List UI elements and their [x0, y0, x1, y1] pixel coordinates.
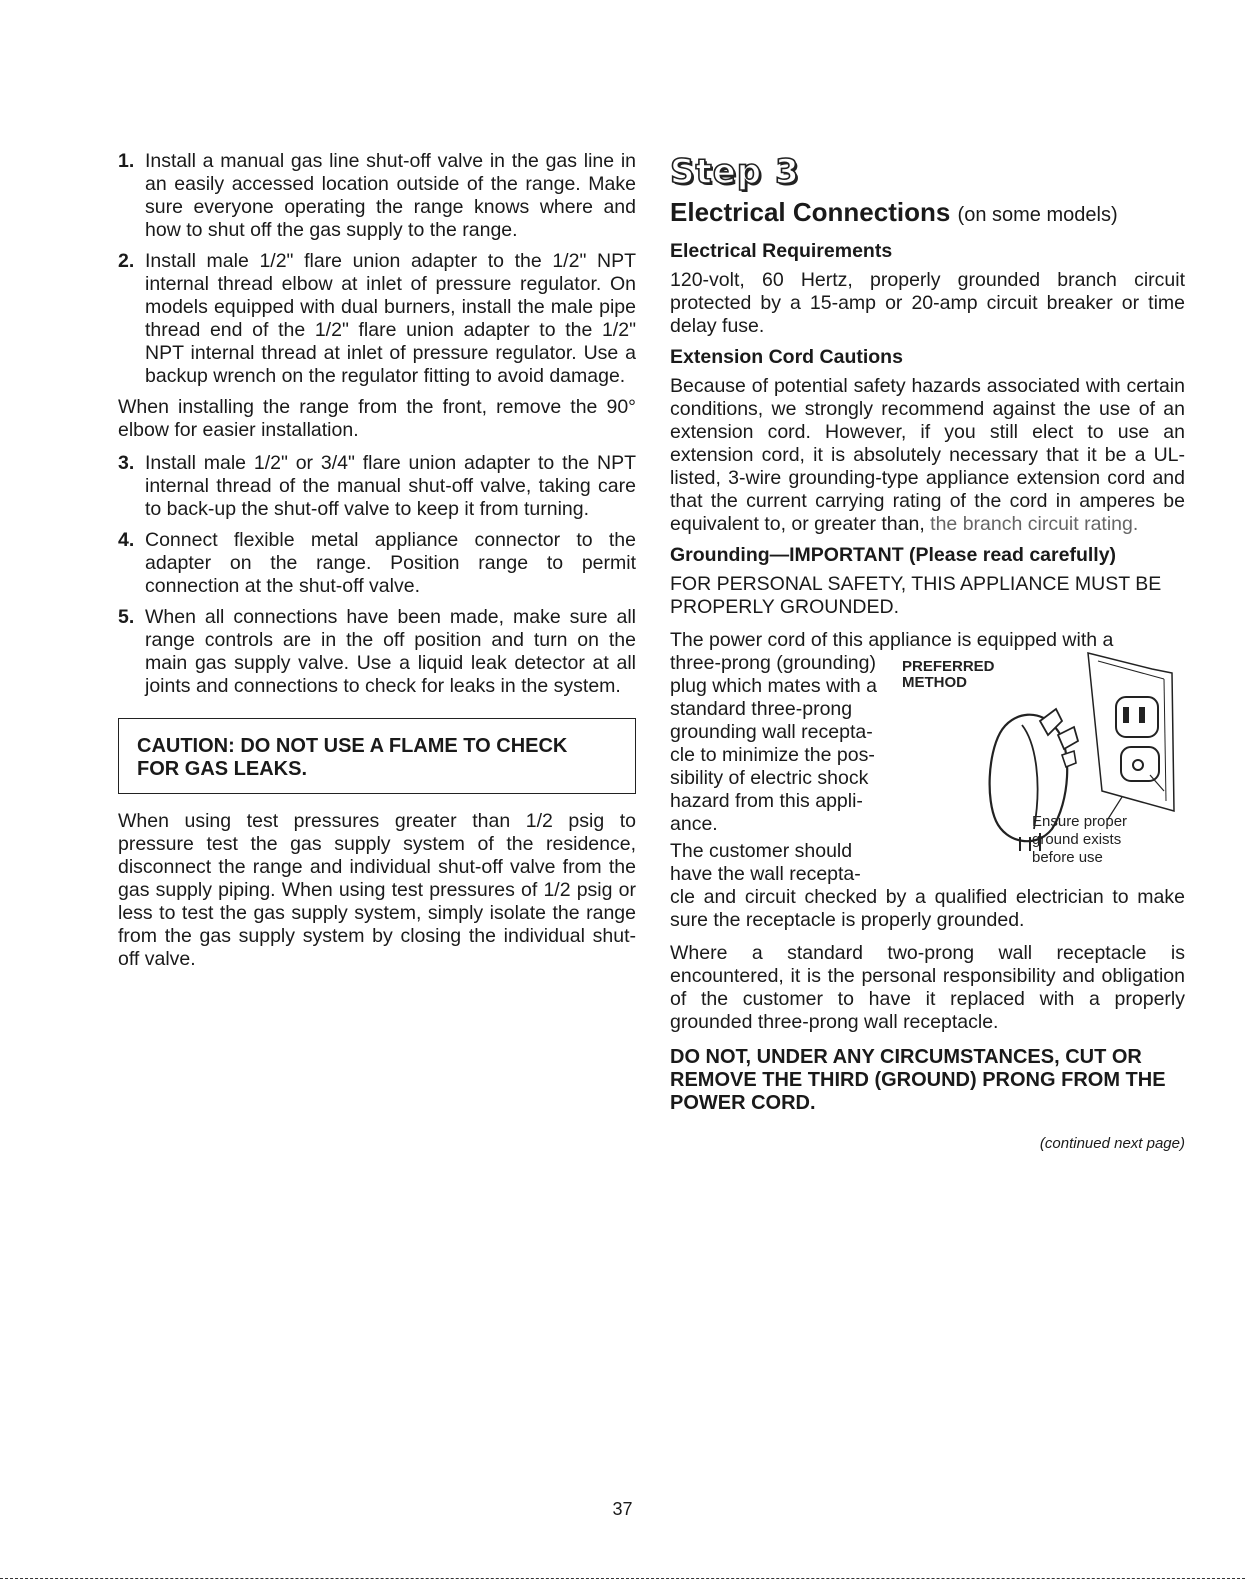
text-line: plug which mates with a	[670, 675, 878, 697]
extension-cord-text	[670, 375, 1185, 536]
text-line: have the wall recepta-	[670, 863, 861, 885]
electrical-requirements-text: 120-volt, 60 Hertz, properly grounded branch circuit protected by a 15-amp or 20-amp circuit breaker or time delay fuse.	[670, 269, 1185, 337]
text-line: The customer should	[670, 840, 853, 862]
list-item	[118, 529, 636, 598]
extension-cord-text-main: Because of potential safety hazards associated with certain conditions, we strongly recommend against the use of an extension cord. However, if you still elect to use an extension cord, it is absolutely necessary that it be a UL-listed, 3-wire grounding-type appliance extension cord and that the current carrying rating of the cord in amperes be equivalent to, or greater than,	[670, 375, 1185, 535]
bottom-divider	[0, 1578, 1245, 1579]
grounding-heading: Grounding—IMPORTANT (Please read carefully)	[670, 544, 1117, 566]
figure-caption-line: before use	[1032, 849, 1103, 866]
install-steps-a	[118, 150, 636, 388]
figure-caption	[1032, 813, 1182, 867]
step-text: Install a manual gas line shut-off valve in the gas line in an easily accessed location outside of the range. Make sure everyone operating the range knows where and how to shut off the gas supply to the range.	[145, 150, 636, 241]
step-title: Step 3	[670, 152, 800, 192]
step-number: 5.	[118, 606, 135, 628]
two-prong-text: Where a standard two-prong wall receptacle is encountered, it is the personal responsibility and obligation of the customer to have it replaced with a properly grounded three-prong wall receptacle.	[670, 942, 1185, 1033]
extension-cord-heading: Extension Cord Cautions	[670, 346, 903, 368]
text-line: hazard from this appli-	[670, 790, 863, 812]
grounding-figure-block	[670, 629, 1185, 932]
right-column	[670, 150, 1185, 1152]
figure-caption-line: ground exists	[1032, 831, 1122, 848]
ground-prong-warning: DO NOT, UNDER ANY CIRCUMSTANCES, CUT OR REMOVE THE THIRD (GROUND) PRONG FROM THE POWER CORD.	[670, 1046, 1166, 1114]
list-item	[118, 150, 636, 242]
extension-cord-text-end: the branch circuit rating.	[930, 513, 1139, 535]
step-number: 3.	[118, 452, 135, 474]
electrical-requirements-heading: Electrical Requirements	[670, 240, 893, 262]
list-item	[118, 452, 636, 521]
personal-safety-notice: FOR PERSONAL SAFETY, THIS APPLIANCE MUST BE PROPERLY GROUNDED.	[670, 573, 1162, 618]
step-number: 4.	[118, 529, 135, 551]
section-title	[670, 197, 1185, 230]
figure-caption-line: Ensure proper	[1032, 813, 1128, 830]
step-text: Install male 1/2" flare union adapter to the 1/2" NPT internal thread elbow at inlet of pressure regulator. On models equipped with dual burners, install the male pipe thread end of the 1/2" flare union adapter to the 1/2" NPT internal thread at inlet of pressure regulator. Use a backup wrench on the regulator fitting to avoid damage.	[145, 250, 636, 387]
text-line: grounding wall recepta-	[670, 721, 873, 743]
left-column	[118, 150, 636, 971]
customer-text: cle and circuit checked by a qualified electrician to make sure the receptacle is properly grounded.	[670, 886, 1185, 931]
list-item	[118, 250, 636, 388]
caution-box: CAUTION: DO NOT USE A FLAME TO CHECK FOR GAS LEAKS.	[118, 718, 636, 794]
elbow-note: When installing the range from the front, remove the 90° elbow for easier installation.	[118, 396, 636, 441]
section-subtitle: (on some models)	[957, 204, 1118, 226]
text-line: ance.	[670, 813, 718, 835]
figure-label-line: PREFERRED	[902, 658, 995, 675]
figure-label-line: METHOD	[902, 674, 967, 691]
text-line: cle to minimize the pos-	[670, 744, 875, 766]
step-number: 1.	[118, 150, 135, 172]
step-text: Install male 1/2" or 3/4" flare union adapter to the NPT internal thread of the manual shut-off valve, taking care to back-up the shut-off valve to keep it from turning.	[145, 452, 636, 520]
install-steps-b	[118, 452, 636, 698]
grounded-plug-figure	[902, 651, 1185, 866]
test-pressure-paragraph: When using test pressures greater than 1/2 psig to pressure test the gas supply system of the residence, disconnect the range and individual shut-off valve from the gas supply piping. When using test pressures of 1/2 psig or less to test the gas supply system, simply isolate the range from the gas supply system by closing the individual shut-off valve.	[118, 810, 636, 970]
step-number: 2.	[118, 250, 135, 272]
text-line: three-prong (grounding)	[670, 652, 876, 674]
continued-note: (continued next page)	[1039, 1135, 1185, 1152]
step-text: When all connections have been made, make sure all range controls are in the off position and turn on the main gas supply valve. Use a liquid leak detector at all joints and connections to check for leaks in the system.	[145, 606, 636, 697]
section-title-main: Electrical Connections	[670, 197, 951, 227]
step-text: Connect flexible metal appliance connector to the adapter on the range. Position range to permit connection at the shut-off valve.	[145, 529, 636, 597]
text-line: standard three-prong	[670, 698, 853, 720]
page-number: 37	[612, 1499, 633, 1519]
list-item	[118, 606, 636, 698]
power-cord-first-line: The power cord of this appliance is equipped with a	[670, 629, 1114, 651]
text-line: sibility of electric shock	[670, 767, 869, 789]
